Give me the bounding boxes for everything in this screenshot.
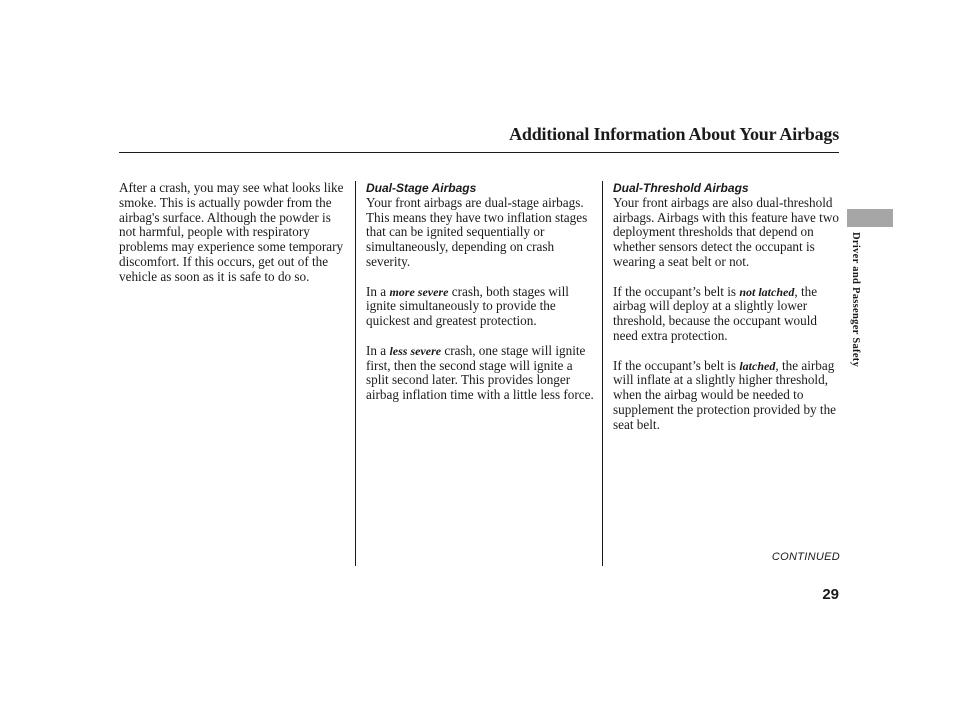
continued-label: CONTINUED xyxy=(771,551,840,563)
col3-p2-pre: If the occupant’s belt is xyxy=(613,283,740,299)
col3-p3-emphasis: latched xyxy=(739,358,776,373)
column-divider-1 xyxy=(355,181,356,566)
page-title: Additional Information About Your Airbags xyxy=(509,124,839,144)
col3-paragraph-2 xyxy=(613,285,839,344)
dual-threshold-heading: Dual-Threshold Airbags xyxy=(613,181,749,195)
dual-stage-heading: Dual-Stage Airbags xyxy=(366,181,477,195)
column-1 xyxy=(119,181,344,285)
col1-paragraph-1: After a crash, you may see what looks like smoke. This is actually powder from the airbag's surface. Although the powder is not harmful, people with respiratory problems may experience some temporary discomfort. If this occurs, get out of the vehicle as soon as it is safe to do so. xyxy=(119,180,344,284)
col2-paragraph-2 xyxy=(366,285,594,329)
col2-paragraph-3 xyxy=(366,344,594,403)
col3-p3-post: , the airbag will inflate at a slightly higher threshold, when the airbag would be needed to supplement the protection provided by the seat belt. xyxy=(613,357,837,432)
col2-p3-pre: In a xyxy=(366,342,390,358)
column-3 xyxy=(613,181,839,433)
section-side-label: Driver and Passenger Safety xyxy=(850,232,861,368)
title-rule xyxy=(119,152,839,153)
col2-p2-post: crash, both stages will ignite simultaneously to provide the quickest and greatest protection. xyxy=(366,283,569,329)
col3-p2-post: , the airbag will deploy at a slightly lower threshold, because the occupant would need extra protection. xyxy=(613,283,818,343)
col2-p2-emphasis: more severe xyxy=(389,284,449,299)
column-2 xyxy=(366,181,594,403)
col2-p3-emphasis: less severe xyxy=(389,343,442,358)
col2-p2-pre: In a xyxy=(366,283,390,299)
col2-p3-post: crash, one stage will ignite first, then the second stage will ignite a split second later. This provides longer airbag inflation time with a little less force. xyxy=(366,342,594,403)
column-divider-2 xyxy=(602,181,603,566)
col3-p2-emphasis: not latched xyxy=(739,284,795,299)
page-number: 29 xyxy=(822,586,839,603)
col3-paragraph-3 xyxy=(613,359,839,433)
col3-p3-pre: If the occupant’s belt is xyxy=(613,357,740,373)
section-tab xyxy=(847,209,893,227)
col2-paragraph-1: Your front airbags are dual-stage airbags. This means they have two inflation stages that can be ignited sequentially or simultaneously, depending on crash severity. xyxy=(366,194,588,269)
col3-paragraph-1: Your front airbags are also dual-threshold airbags. Airbags with this feature have two deployment thresholds that depend on whether sensors detect the occupant is wearing a seat belt or not. xyxy=(613,194,839,269)
